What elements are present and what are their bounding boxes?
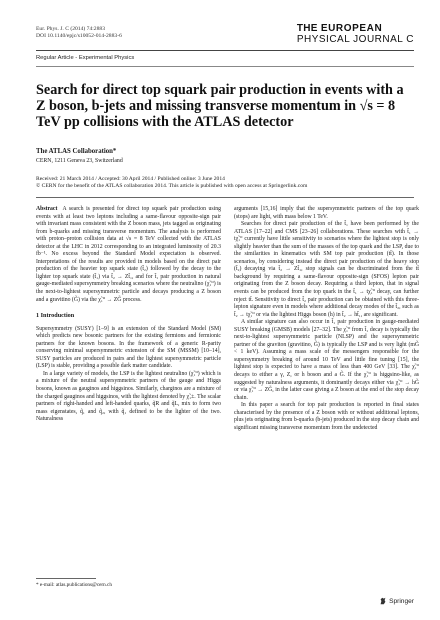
abstract-label: Abstract — [36, 206, 58, 212]
doi: DOI 10.1140/epjc/s10052-014-2883-6 — [36, 33, 122, 39]
citation-block — [36, 26, 122, 40]
author: The ATLAS Collaboration* — [36, 148, 117, 155]
body-paragraph: arguments [15,16] imply that the supersymmetric partners of the top quark (stops) are light, with mass below 1 TeV. — [234, 206, 419, 220]
section-rule — [36, 66, 414, 67]
body-paragraph: Searches for direct pair production of the t̃₁ have been performed by the ATLAS [17–22] and CMS [23–26] collaborations. These searches with t̃₁ → tχ̃₁⁰ currently have little sensitivity to scenarios where the lightest stop is only slightly heavier than the sum of the masses of the top quark and the LSP, due to the similarities in kinematics with SM top pair production (tt̄). In those scenarios, by considering instead the direct pair production of the heavy stop (t̃₂) decaying via t̃₂ → Zt̃₁, stop signals can be discriminated from the tt̄ background by requiring a same-flavour opposite-sign (SFOS) lepton pair originating from the Z boson decay. Requiring a third lepton, that in signal events can be produced from the top quark in the t̃₁ → tχ̃₁⁰ decay, can further reject tt̄. Sensitivity to direct t̃₂ pair production can be obtained with this three-lepton signature even in models where additional decay modes of the t̃₂, such as t̃₂ → tχ̃₁⁰ or via the lightest Higgs boson (h) in t̃₂ → ht̃₁, are significant. — [234, 221, 419, 318]
intro-heading: 1 Introduction — [36, 312, 75, 320]
citation: Eur. Phys. J. C (2014) 74:2883 — [36, 26, 105, 32]
publication-dates — [36, 176, 416, 190]
received-dates: Received: 21 March 2014 / Accepted: 30 April 2014 / Published online: 3 June 2014 — [36, 176, 225, 182]
journal-the: THE — [296, 23, 318, 34]
journal-logo — [297, 24, 414, 45]
article-section: Regular Article - Experimental Physics — [36, 55, 135, 61]
journal-line2: PHYSICAL JOURNAL C — [296, 34, 414, 45]
intro-paragraph: Supersymmetry (SUSY) [1–9] is an extension of the Standard Model (SM) which predicts new bosonic partners for the existing fermions and fermionic partners for the known bosons. In the framework of a generic R-parity conserving minimal supersymmetric extension of the SM (MSSM) [10–14], SUSY particles are produced in pairs and the lightest supersymmetric particle (LSP) is stable, providing a possible dark matter candidate. — [36, 325, 221, 370]
affiliation: CERN, 1211 Geneva 23, Switzerland — [36, 158, 123, 164]
left-column — [36, 206, 221, 424]
footnote: * e-mail: atlas.publications@cern.ch — [36, 582, 112, 588]
springer-horse-icon — [379, 597, 387, 605]
abstract — [36, 206, 221, 304]
publisher-name: Springer — [389, 597, 414, 605]
paper-title: Search for direct top squark pair production in events with a Z boson, b-jets and missing transverse momentum in √s = 8 TeV pp collisions with the ATLAS detector — [36, 82, 404, 130]
header-rule — [36, 50, 414, 51]
footnote-rule — [36, 578, 96, 579]
intro-paragraph: In a large variety of models, the LSP is the lightest neutralino (χ̃₁⁰) which is a mixture of the neutral supersymmetric partners of the gauge and Higgs bosons, known as gauginos and higgsinos. Similarly, charginos are a mixture of the charged gauginos and higgsinos, with the lightest denoted by χ̃₁±. The scalar partners of right-handed and left-handed quarks, q̃R and q̃L, mix to form two mass eigenstates, q̃₁ and q̃₂, with q̃₁ defined to be the lighter of the two. Naturalness — [36, 370, 221, 423]
body-paragraph: In this paper a search for top pair production is reported in final states characterised by the presence of a Z boson with or without additional leptons, plus jets originating from b-quarks (b-jets) produced in the stop decay chain and significant missing transverse momentum from the undetected — [234, 402, 419, 431]
abstract-rule — [36, 197, 414, 198]
journal-line1: EUROPEAN — [320, 23, 383, 34]
abstract-text: A search is presented for direct top squark pair production using events with at least two leptons including a same-flavour opposite-sign pair with invariant mass consistent with the Z boson mass, jets tagged as originating from b-quarks and missing transverse momentum. The analysis is performed with proton–proton collision data at √s = 8 TeV collected with the ATLAS detector at the LHC in 2012 corresponding to an integrated luminosity of 20.3 fb⁻¹. No excess beyond the Standard Model expectation is observed. Interpretations of the results are provided in models based on the direct pair production of the heavier top squark state (t̃₂) followed by the decay to the lighter top squark state (t̃₁) via t̃₂ → Zt̃₁, and for t̃₁ pair production in natural gauge-mediated supersymmetry breaking scenarios where the neutralino (χ̃₁⁰) is the next-to-lightest supersymmetric particle and decays producing a Z boson and a gravitino (G̃) via the χ̃₁⁰ → ZG̃ process. — [36, 206, 222, 303]
right-column — [234, 206, 419, 432]
body-paragraph: A similar signature can also occur in t̃₁ pair production in gauge-mediated SUSY breaking (GMSB) models [27–32]. The χ̃₁⁰ from t̃₁ decay is typically the next-to-lightest supersymmetric particle (NLSP) and the supersymmetric partner of the graviton (gravitino, G̃) is typically the LSP and is very light (mG̃ < 1 keV). Assuming a mass scale of the messengers responsible for the supersymmetry breaking of around 10 TeV and little fine tuning [15], the lightest stop is expected to have a mass of less than 400 GeV [33]. The χ̃₁⁰ decays to either a γ, Z, or h boson and a G̃. If the χ̃₁⁰ is higgsino-like, as suggested by naturalness arguments, it dominantly decays either via χ̃₁⁰ → hG̃ or via χ̃₁⁰ → ZG̃, in the latter case giving a Z boson at the end of the stop decay chain. — [234, 319, 419, 401]
copyright-line: © CERN for the benefit of the ATLAS collaboration 2014. This article is published with open access at Springerlink.com — [36, 183, 308, 189]
publisher-logo — [379, 597, 414, 605]
